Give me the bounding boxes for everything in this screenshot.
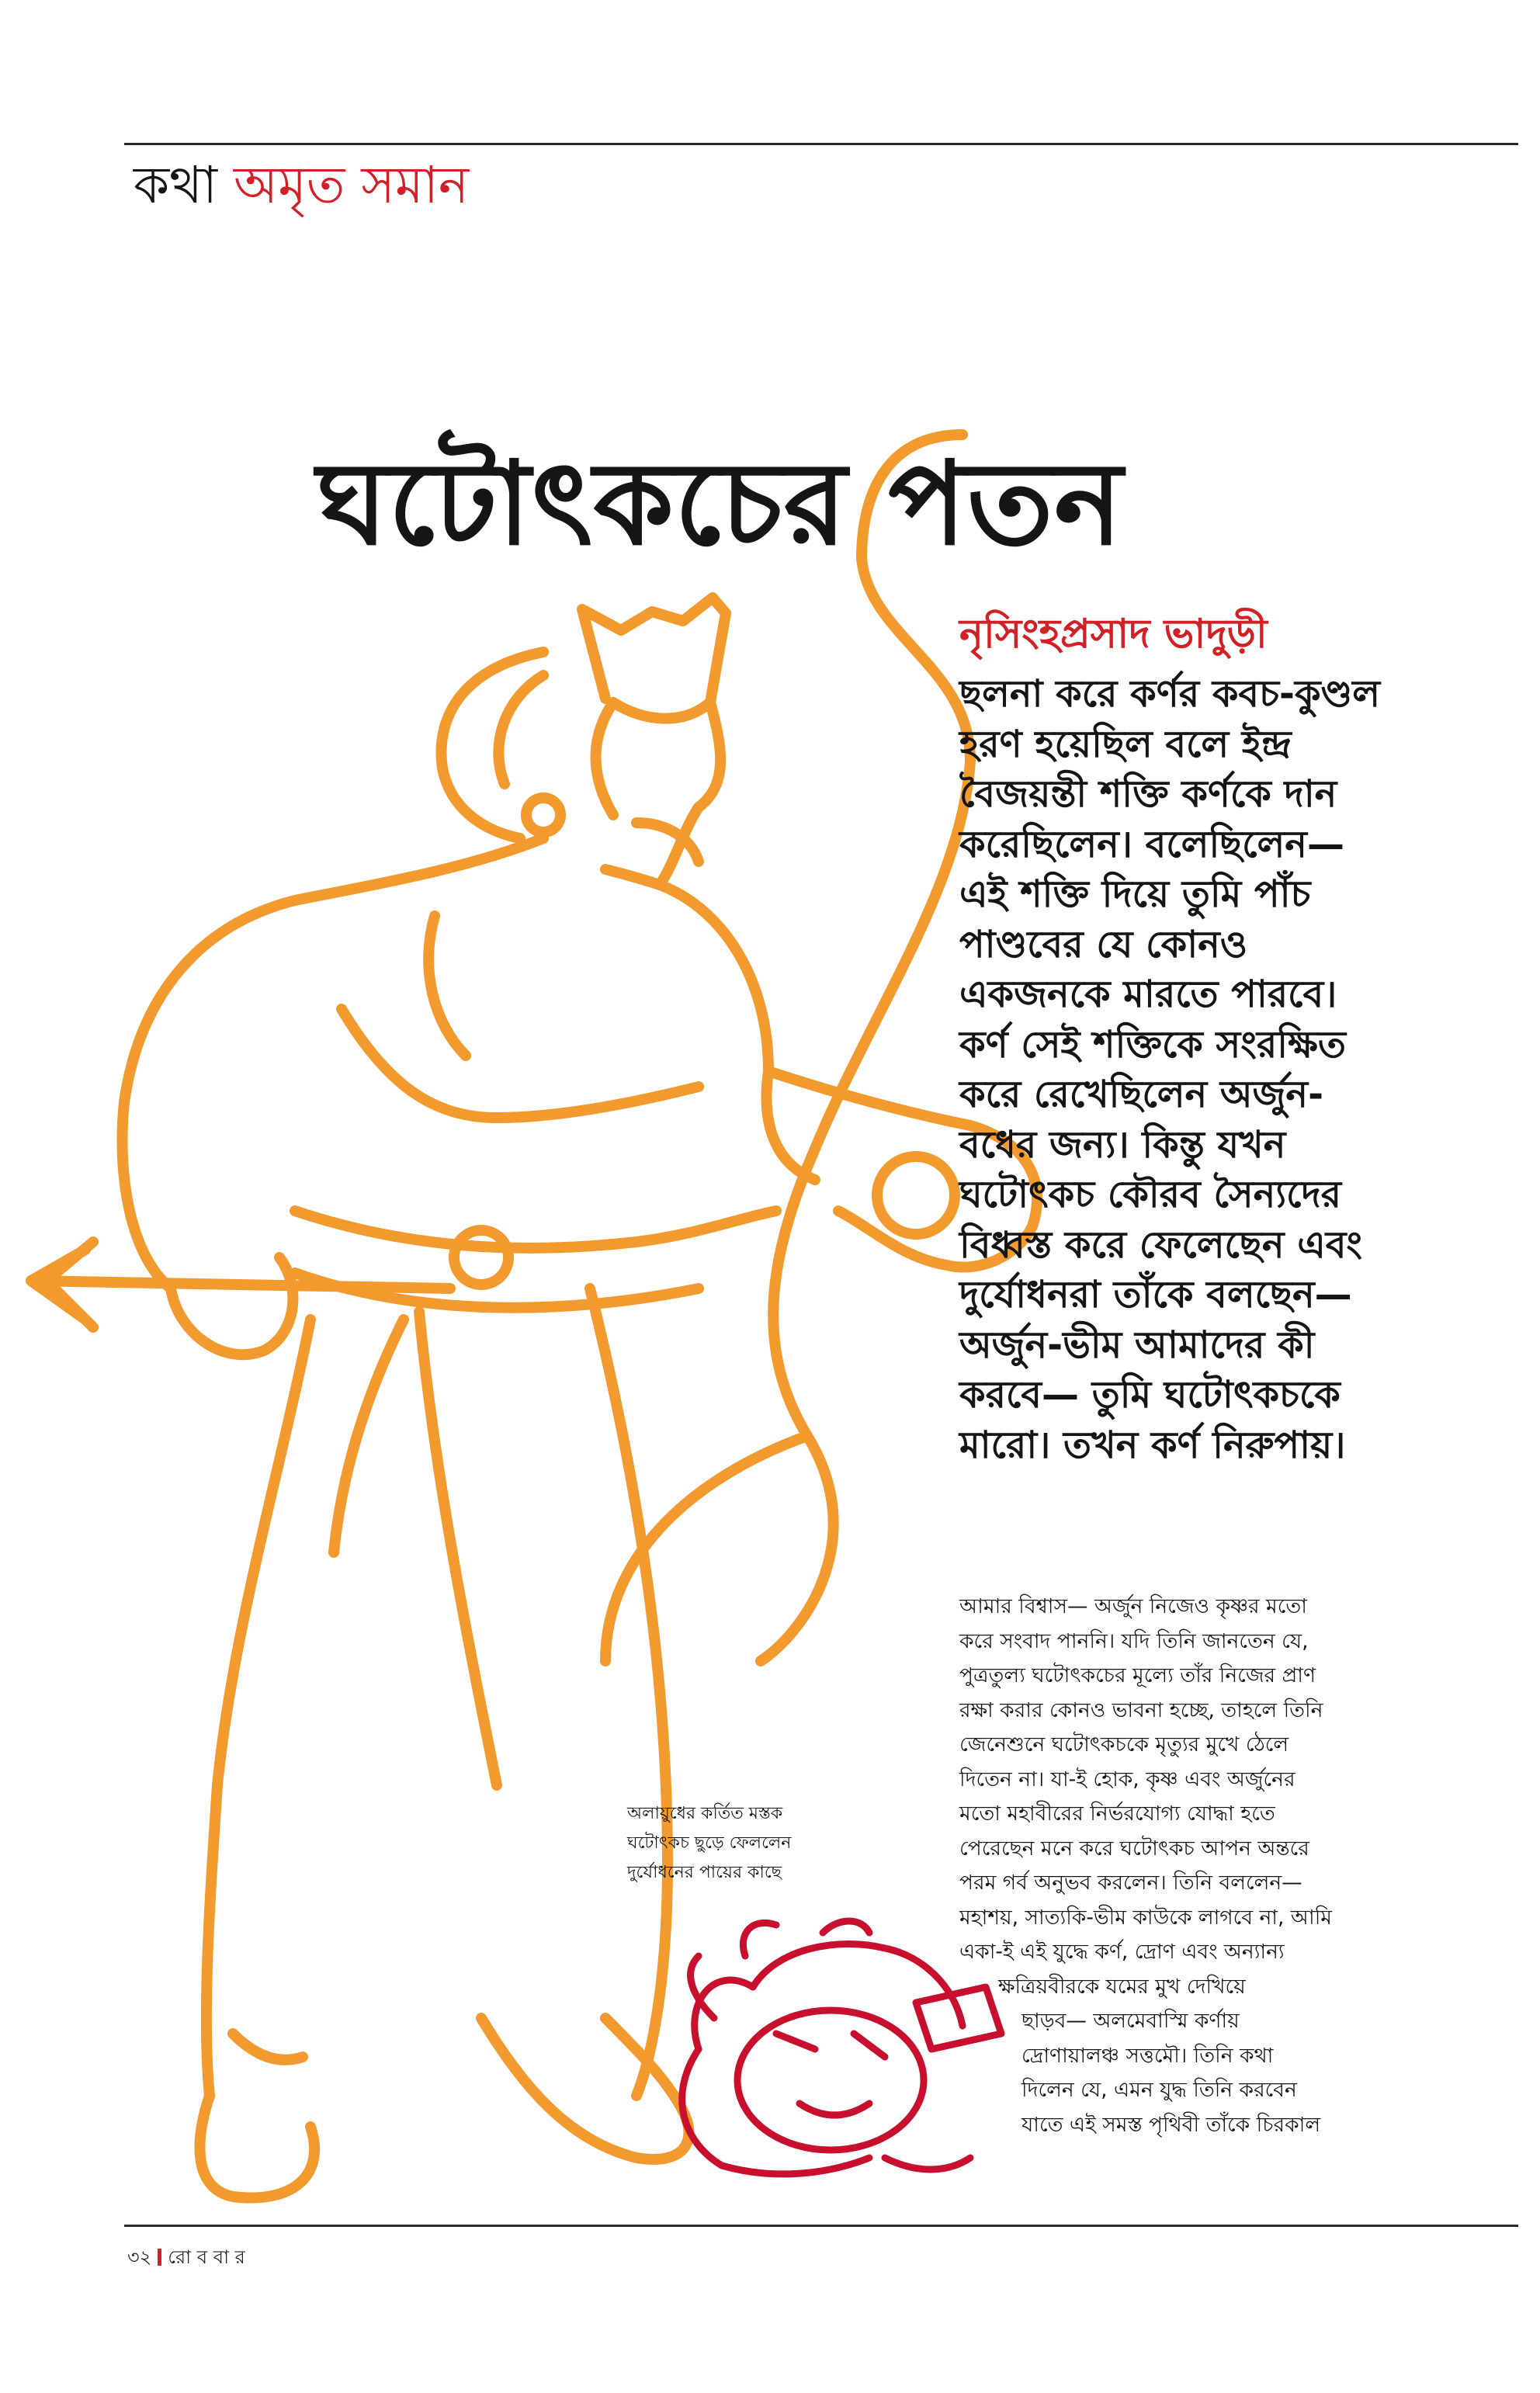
- intro-line: বৈজয়ন্তী শক্তি কর্ণকে দান: [959, 772, 1337, 816]
- intro-line: ঘটোৎকচ কৌরব সৈন্যদের: [959, 1173, 1342, 1216]
- body-line: দিতেন না। যা-ই হোক, কৃষ্ণ এবং অর্জুনের: [959, 1767, 1295, 1791]
- caption-line: দুর্যোধনের পায়ের কাছে: [627, 1863, 782, 1882]
- caption-line: অলায়ুধের কর্তিত মস্তক: [627, 1804, 783, 1823]
- body-line: জেনেশুনে ঘটোৎকচকে মৃত্যুর মুখে ঠেলে: [959, 1732, 1289, 1757]
- warrior-figure-icon: [31, 435, 1037, 2198]
- body-line: মহাশয়, সাত্যকি-ভীম কাউকে লাগবে না, আমি: [959, 1905, 1333, 1930]
- body-line: মতো মহাবীরের নির্ভরযোগ্য যোদ্ধা হতে: [959, 1802, 1275, 1826]
- intro-line: বধের জন্য। কিন্তু যখন: [959, 1122, 1286, 1167]
- body-line: পরম গর্ব অনুভব করলেন। তিনি বললেন—: [959, 1871, 1302, 1895]
- body-line: ক্ষত্রিয়বীরকে যমের মুখ দেখিয়ে: [998, 1974, 1246, 1999]
- article-title: ঘটোৎকচের পতন: [317, 437, 1124, 571]
- body-line: দ্রোণায়ালঞ্চ সত্তমৌ। তিনি কথা: [1021, 2043, 1274, 2068]
- intro-line: এই শক্তি দিয়ে তুমি পাঁচ: [959, 872, 1311, 916]
- illustration-caption: [627, 1799, 883, 1888]
- intro-line: করবে— তুমি ঘটোৎকচকে: [959, 1373, 1341, 1417]
- body-line: রক্ষা করার কোনও ভাবনা হচ্ছে, তাহলে তিনি: [959, 1698, 1323, 1722]
- body-line: দিলেন যে, এমন যুদ্ধ তিনি করবেন: [1021, 2078, 1297, 2102]
- body-line: পুত্রতুল্য ঘটোৎকচের মূল্যে তাঁর নিজের প্রাণ: [959, 1663, 1316, 1687]
- body-line: একা-ই এই যুদ্ধে কর্ণ, দ্রোণ এবং অন্যান্য: [959, 1940, 1285, 1964]
- body-line: আমার বিশ্বাস— অর্জুন নিজেও কৃষ্ণর মতো: [959, 1594, 1307, 1618]
- intro-line: দুর্যোধনরা তাঁকে বলছেন—: [959, 1273, 1352, 1316]
- body-line: করে সংবাদ পাননি। যদি তিনি জানতেন যে,: [959, 1628, 1309, 1653]
- body-line: পেরেছেন মনে করে ঘটোৎকচ আপন অন্তরে: [959, 1836, 1309, 1861]
- intro-line: হরণ হয়েছিল বলে ইন্দ্র: [959, 722, 1292, 766]
- intro-paragraph: [959, 669, 1503, 1470]
- body-line: যাতে এই সমস্ত পৃথিবী তাঁকে চিরকাল: [1021, 2112, 1321, 2137]
- intro-line: কর্ণ সেই শক্তিকে সংরক্ষিত: [959, 1022, 1346, 1066]
- author-name: নৃসিংহপ্রসাদ ভাদুড়ী: [959, 611, 1268, 657]
- intro-line: করেছিলেন। বলেছিলেন—: [959, 822, 1344, 866]
- intro-line: করে রেখেছিলেন অর্জুন-: [959, 1073, 1323, 1116]
- caption-line: ঘটোৎকচ ছুড়ে ফেললেন: [627, 1833, 792, 1853]
- intro-line: বিধ্বস্ত করে ফেলেছেন এবং: [959, 1223, 1363, 1267]
- intro-line: মারো। তখন কর্ণ নিরুপায়।: [959, 1423, 1346, 1467]
- body-line: ছাড়ব— অলমেবাস্মি কর্ণায়: [1021, 2009, 1240, 2033]
- magazine-name: রো ব বা র: [168, 2246, 245, 2268]
- body-paragraph: [959, 1590, 1487, 2142]
- page-number: ৩২: [127, 2246, 152, 2268]
- intro-line: একজনকে মারতে পারবে।: [959, 973, 1337, 1016]
- intro-line: অর্জুন-ভীম আমাদের কী: [959, 1323, 1315, 1367]
- intro-line: ছলনা করে কর্ণর কবচ-কুণ্ডল: [959, 672, 1381, 716]
- section-accent: অমৃত সমান: [234, 155, 470, 215]
- section-prefix: কথা: [134, 155, 218, 215]
- severed-head-icon: [682, 1921, 1001, 2174]
- intro-line: পাণ্ডবের যে কোনও: [959, 922, 1248, 966]
